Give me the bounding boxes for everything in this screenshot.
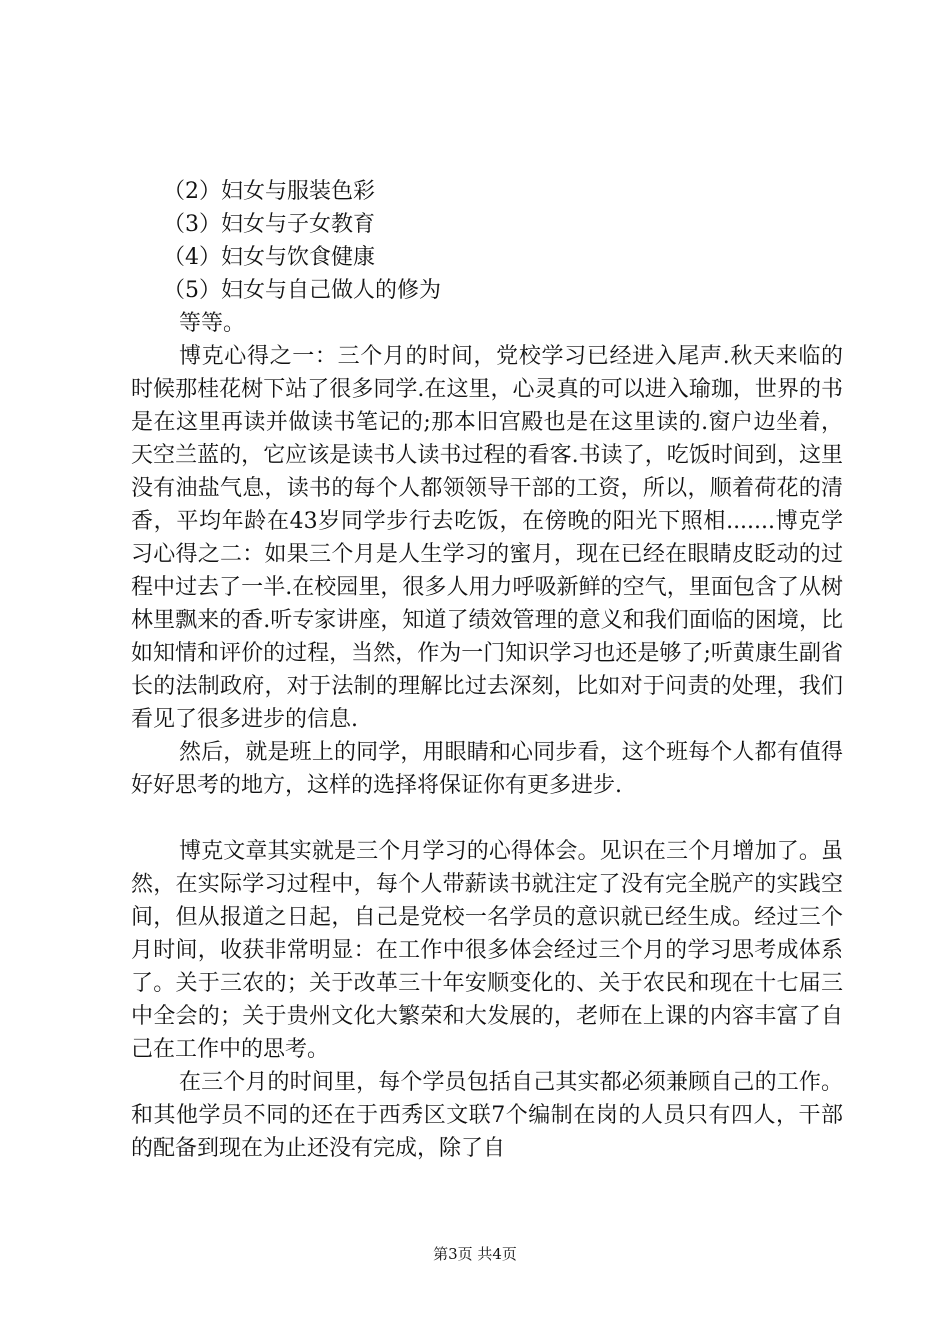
list-item: （3）妇女与子女教育 bbox=[163, 212, 375, 237]
paragraph-spacer bbox=[131, 802, 843, 835]
document-body bbox=[131, 175, 843, 1165]
list-item: （5）妇女与自己做人的修为 bbox=[163, 278, 441, 303]
paragraph-work-balance: 在三个月的时间里，每个学员包括自己其实都必须兼顾自己的工作。和其他学员不同的还在于西秀区文联7个编制在岗的人员只有四人，干部的配备到现在为止还没有完成，除了自 bbox=[131, 1070, 843, 1161]
paragraph-learning-summary: 博克文章其实就是三个月学习的心得体会。见识在三个月增加了。虽然，在实际学习过程中，每个人带薪读书就注定了没有完全脱产的实践空间，但从报道之日起，自己是党校一名学员的意识就已经生成。经过三个月时间，收获非常明显：在工作中很多体会经过三个月的学习思考成体系了。关于三农的；关于改革三十年安顺变化的、关于农民和现在十七届三中全会的；关于贵州文化大繁荣和大发展的，老师在上课的内容丰富了自己在工作中的思考。 bbox=[131, 839, 843, 1062]
paragraph-blog-notes: 博克心得之一：三个月的时间，党校学习已经进入尾声.秋天来临的时候那桂花树下站了很多同学.在这里，心灵真的可以进入瑜珈，世界的书是在这里再读并做读书笔记的;那本旧宫殿也是在这里读的.窗户边坐着，天空兰蓝的，它应该是读书人读书过程的看客.书读了，吃饭时间到，这里没有油盐气息，读书的每个人都领领导干部的工资，所以，顺着荷花的清香，平均年龄在43岁同学步行去吃饭，在傍晚的阳光下照相.......博克学习心得之二：如果三个月是人生学习的蜜月，现在已经在眼睛皮眨动的过程中过去了一半.在校园里，很多人用力呼吸新鲜的空气，里面包含了从树林里飘来的香.听专家讲座，知道了绩效管理的意义和我们面临的困境，比如知情和评价的过程，当然，作为一门知识学习也还是够了;听黄康生副省长的法制政府，对于法制的理解比过去深刻，比如对于问责的处理，我们看见了很多进步的信息. bbox=[131, 344, 843, 732]
paragraph-classmates: 然后，就是班上的同学，用眼睛和心同步看，这个班每个人都有值得好好思考的地方，这样的选择将保证你有更多进步. bbox=[131, 740, 843, 798]
paragraph-etc: 等等。 bbox=[179, 311, 246, 336]
page-footer: 第3页 共4页 bbox=[433, 1245, 517, 1263]
list-item: （2）妇女与服装色彩 bbox=[163, 179, 375, 204]
list-item: （4）妇女与饮食健康 bbox=[163, 245, 375, 270]
